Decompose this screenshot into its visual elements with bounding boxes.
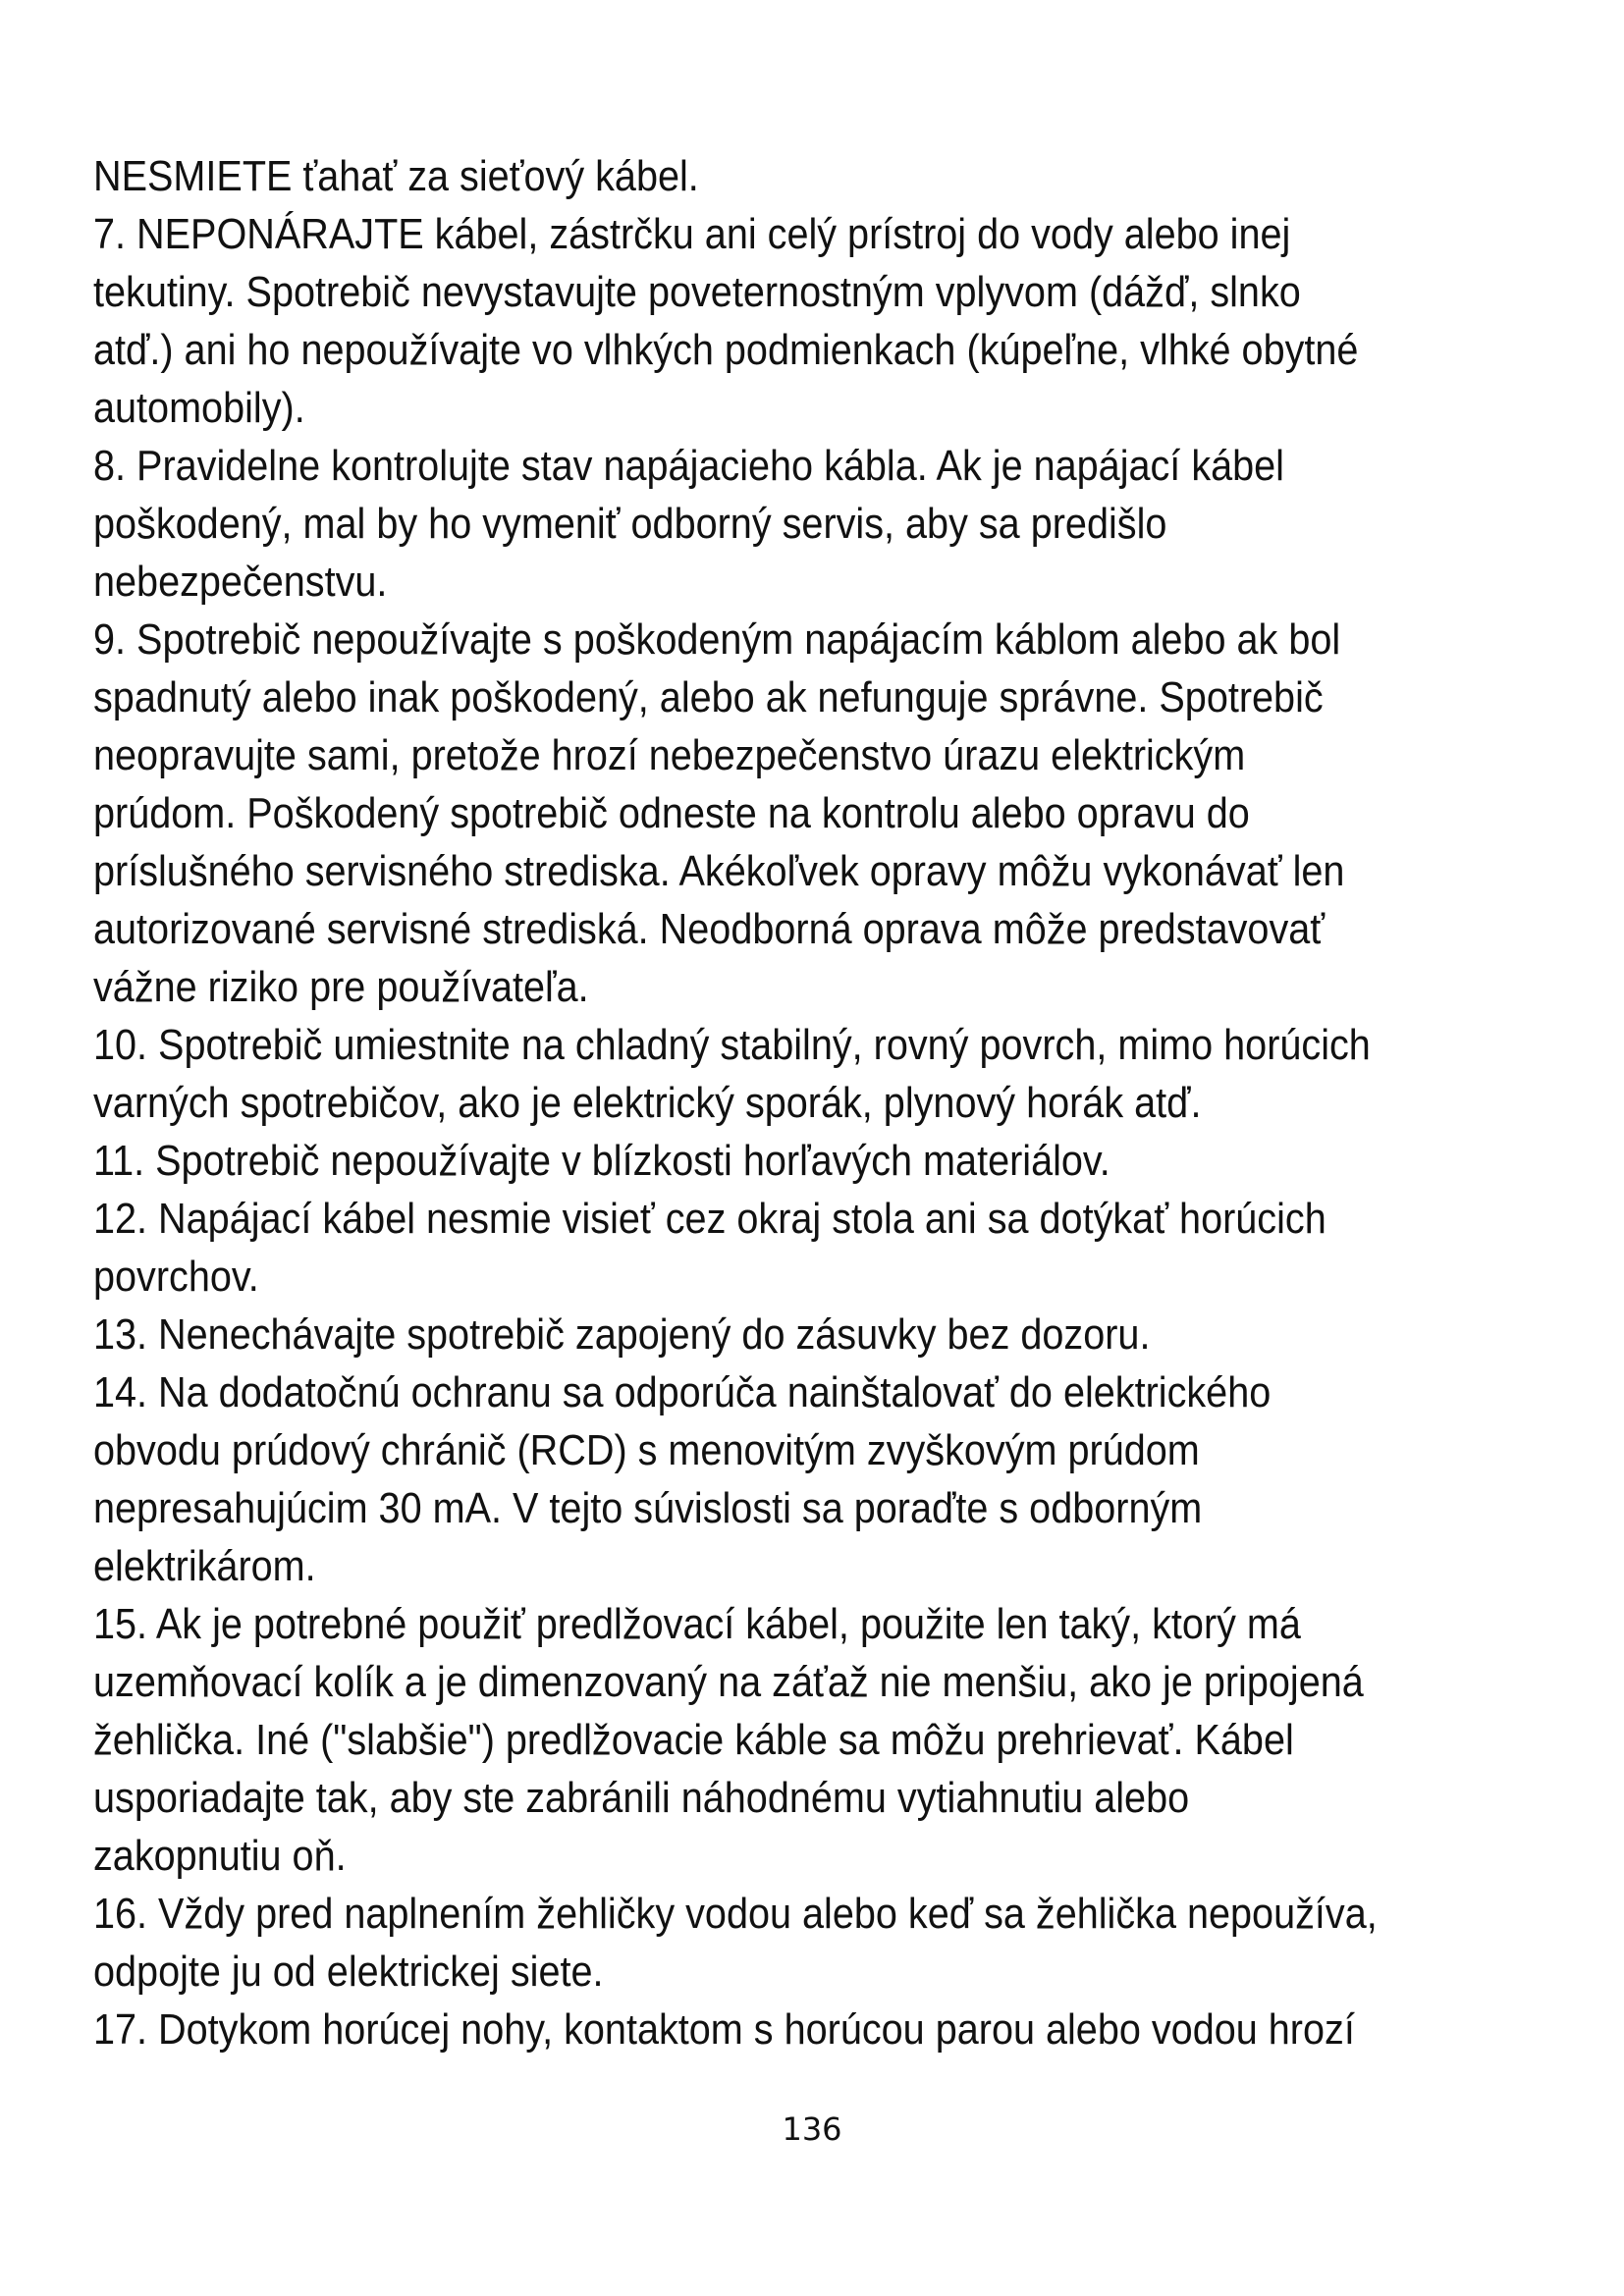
- text-line: 10. Spotrebič umiestnite na chladný stabilný, rovný povrch, mimo horúcich: [93, 1021, 1371, 1069]
- text-line: 15. Ak je potrebné použiť predlžovací kábel, použite len taký, ktorý má: [93, 1600, 1301, 1648]
- text-line: 11. Spotrebič nepoužívajte v blízkosti horľavých materiálov.: [93, 1137, 1110, 1185]
- text-line: 16. Vždy pred naplnením žehličky vodou alebo keď sa žehlička nepoužíva,: [93, 1890, 1378, 1938]
- safety-instructions-text: [93, 147, 1392, 2058]
- text-line: poškodený, mal by ho vymeniť odborný servis, aby sa predišlo: [93, 500, 1167, 548]
- text-line: žehlička. Iné ("slabšie") predlžovacie káble sa môžu prehrievať. Kábel: [93, 1716, 1294, 1764]
- text-line: NESMIETE ťahať za sieťový kábel.: [93, 152, 699, 200]
- text-line: 13. Nenechávajte spotrebič zapojený do zásuvky bez dozoru.: [93, 1310, 1151, 1359]
- text-line: 17. Dotykom horúcej nohy, kontaktom s horúcou parou alebo vodou hrozí: [93, 2005, 1355, 2054]
- text-line: odpojte ju od elektrickej siete.: [93, 1948, 604, 1996]
- text-line: varných spotrebičov, ako je elektrický sporák, plynový horák atď.: [93, 1079, 1202, 1127]
- text-line: usporiadajte tak, aby ste zabránili náhodnému vytiahnutiu alebo: [93, 1774, 1190, 1822]
- text-line: nebezpečenstvu.: [93, 558, 388, 606]
- text-line: 8. Pravidelne kontrolujte stav napájacieho kábla. Ak je napájací kábel: [93, 442, 1284, 490]
- text-line: automobily).: [93, 384, 305, 432]
- text-line: zakopnutiu oň.: [93, 1832, 347, 1880]
- text-line: atď.) ani ho nepoužívajte vo vlhkých podmienkach (kúpeľne, vlhké obytné: [93, 326, 1359, 374]
- text-line: spadnutý alebo inak poškodený, alebo ak nefunguje správne. Spotrebič: [93, 673, 1324, 721]
- text-line: 12. Napájací kábel nesmie visieť cez okraj stola ani sa dotýkať horúcich: [93, 1195, 1326, 1243]
- text-line: 7. NEPONÁRAJTE kábel, zástrčku ani celý prístroj do vody alebo inej: [93, 210, 1291, 258]
- text-line: prúdom. Poškodený spotrebič odneste na kontrolu alebo opravu do: [93, 789, 1250, 837]
- text-line: vážne riziko pre používateľa.: [93, 963, 589, 1011]
- text-line: povrchov.: [93, 1253, 259, 1301]
- page-number: 136: [782, 2110, 842, 2148]
- text-line: uzemňovací kolík a je dimenzovaný na záťaž nie menšiu, ako je pripojená: [93, 1658, 1364, 1706]
- text-line: obvodu prúdový chránič (RCD) s menovitým zvyškovým prúdom: [93, 1426, 1200, 1474]
- text-line: neopravujte sami, pretože hrozí nebezpečenstvo úrazu elektrickým: [93, 731, 1246, 779]
- text-line: 9. Spotrebič nepoužívajte s poškodeným napájacím káblom alebo ak bol: [93, 615, 1341, 664]
- text-line: elektrikárom.: [93, 1542, 316, 1590]
- text-line: nepresahujúcim 30 mA. V tejto súvislosti sa poraďte s odborným: [93, 1484, 1203, 1532]
- text-line: tekutiny. Spotrebič nevystavujte poveternostným vplyvom (dážď, slnko: [93, 268, 1301, 316]
- text-line: 14. Na dodatočnú ochranu sa odporúča nainštalovať do elektrického: [93, 1368, 1272, 1416]
- text-line: autorizované servisné strediská. Neodborná oprava môže predstavovať: [93, 905, 1326, 953]
- text-line: príslušného servisného strediska. Akékoľvek opravy môžu vykonávať len: [93, 847, 1345, 895]
